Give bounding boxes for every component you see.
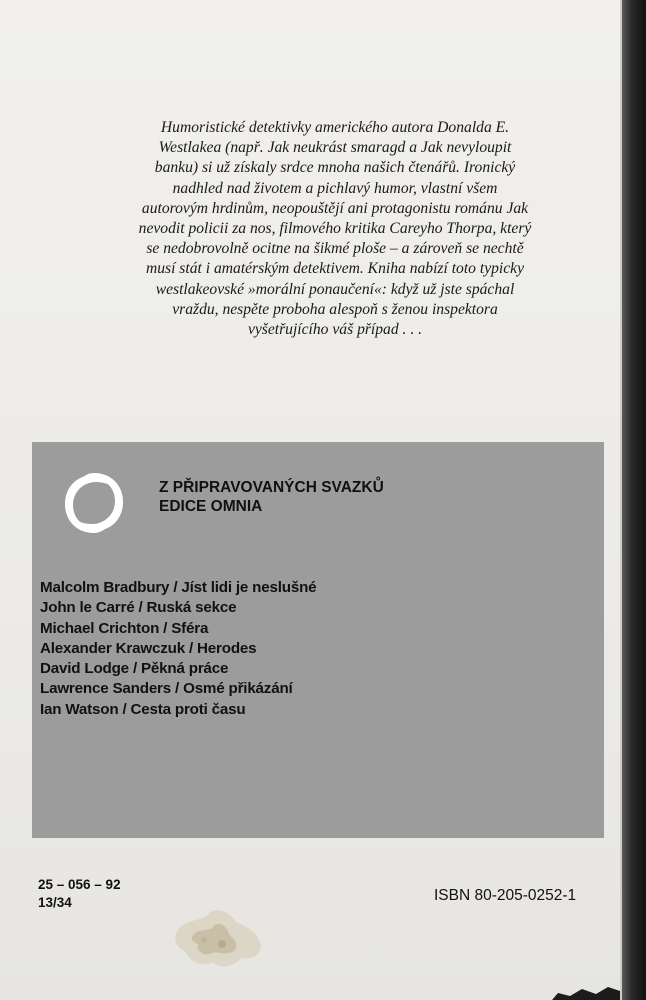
blurb-line: westlakeovské »morální ponaučení«: když už jste spáchal (155, 280, 515, 298)
list-item: David Lodge / Pěkná práce (40, 660, 229, 678)
paper-damage-stain (164, 900, 274, 980)
blurb-line: vyšetřujícího váš případ . . . (247, 321, 423, 339)
isbn-number: ISBN 80-205-0252-1 (434, 887, 577, 904)
blurb-line: vraždu, nespěte proboha alespoň s ženou inspektora (172, 300, 498, 318)
publisher-codes (38, 876, 121, 912)
blurb-text (86, 118, 584, 340)
blurb-line: Westlakea (např. Jak neukrást smaragd a Jak nevyloupit (158, 139, 512, 157)
list-item: Malcolm Bradbury / Jíst lidi je neslušné (40, 579, 317, 596)
scan-edge-shadow (622, 0, 646, 1000)
blurb-line: nevodit policii za nos, filmového kritika Careyho Thorpa, který (138, 220, 532, 238)
blurb-line: nadhled nad životem a pichlavý humor, vlastní všem (172, 179, 498, 197)
torn-corner (552, 985, 620, 1000)
upcoming-heading-line2: EDICE OMNIA (159, 498, 263, 515)
list-item: Ian Watson / Cesta proti času (40, 700, 246, 718)
blurb-line: Humoristické detektivky amerického autora Donalda E. (160, 119, 510, 136)
list-item: Lawrence Sanders / Osmé přikázání (40, 680, 293, 698)
blurb-line: banku) si už získaly srdce mnoha našich čtenářů. Ironický (154, 159, 516, 177)
blurb-line: autorovým hrdinům, neopouštějí ani protagonistu románu Jak (141, 199, 529, 217)
publisher-code-line2: 13/34 (38, 895, 72, 910)
upcoming-heading-line1: Z PŘIPRAVOVANÝCH SVAZKŮ (159, 479, 384, 496)
list-item: John le Carré / Ruská sekce (40, 599, 237, 617)
blurb-line: se nedobrovolně ocitne na šikmé ploše – a zároveň se nechtě (146, 240, 524, 258)
upcoming-heading (159, 478, 384, 516)
list-item: Michael Crichton / Sféra (40, 619, 209, 637)
upcoming-titles-list (40, 578, 316, 720)
list-item: Alexander Krawczuk / Herodes (40, 639, 257, 657)
publisher-code-line1: 25 – 056 – 92 (38, 877, 121, 892)
blurb-line: musí stát i amatérským detektivem. Kniha nabízí toto typicky (145, 260, 525, 278)
omnia-swirl-logo-icon (59, 467, 129, 539)
